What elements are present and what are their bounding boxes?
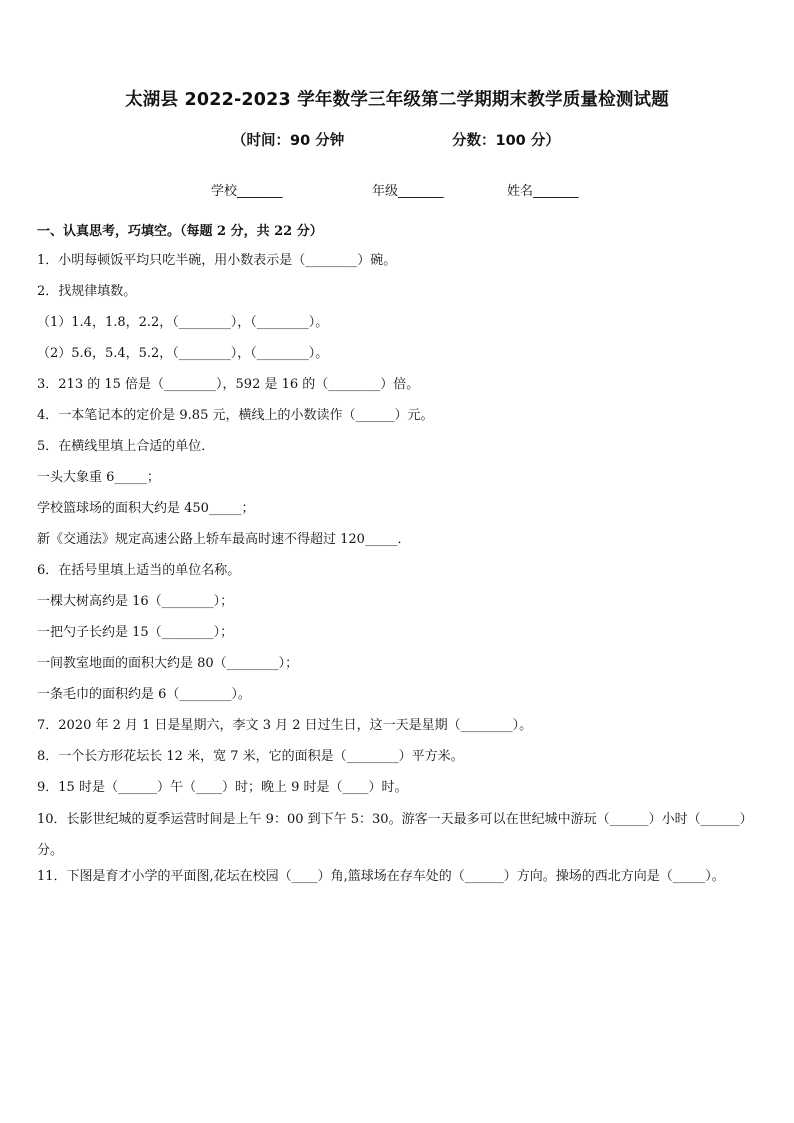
question-2-part-1: （1）1.4，1.8，2.2，（________），（________）。 bbox=[37, 315, 329, 330]
question-2: 2．找规律填数。 bbox=[37, 284, 137, 299]
section-1 bbox=[37, 222, 757, 892]
question-6-item-2: 一把勺子长约是 15（________）； bbox=[37, 625, 234, 640]
student-info bbox=[0, 180, 794, 200]
exam-time: （时间：90 分钟 bbox=[232, 133, 345, 149]
name-field: 姓名_______ bbox=[507, 184, 579, 199]
question-5: 5．在横线里填上合适的单位． bbox=[37, 439, 215, 454]
question-8: 8．一个长方形花坛长 12 米，宽 7 米，它的面积是（________）平方米。 bbox=[37, 749, 464, 764]
question-6-item-4: 一条毛巾的面积约是 6（________）。 bbox=[37, 687, 251, 702]
school-field: 学校_______ bbox=[211, 184, 283, 199]
exam-meta bbox=[0, 129, 794, 151]
question-4: 4．一本笔记本的定价是 9.85 元，横线上的小数读作（______）元。 bbox=[37, 408, 434, 423]
question-2-part-2: （2）5.6，5.4，5.2，（________），（________）。 bbox=[37, 346, 329, 361]
question-5-item-1: 一头大象重 6_____； bbox=[37, 470, 160, 485]
question-9: 9．15 时是（______）午（____）时；晚上 9 时是（____）时。 bbox=[37, 780, 408, 795]
question-5-item-3: 新《交通法》规定高速公路上轿车最高时速不得超过 120_____． bbox=[37, 532, 411, 547]
question-1: 1．小明每顿饭平均只吃半碗，用小数表示是（________）碗。 bbox=[37, 253, 397, 268]
question-5-item-2: 学校篮球场的面积大约是 450_____； bbox=[37, 501, 255, 516]
exam-title: 太湖县 2022-2023 学年数学三年级第二学期期末教学质量检测试题 bbox=[125, 90, 669, 110]
question-6-item-3: 一间教室地面的面积大约是 80（________）； bbox=[37, 656, 299, 671]
question-11: 11．下图是育才小学的平面图,花坛在校园（____）角,篮球场在存车处的（______）方向。操场的西北方向是（_____）。 bbox=[37, 869, 725, 884]
question-6: 6．在括号里填上适当的单位名称。 bbox=[37, 563, 241, 578]
question-7: 7．2020 年 2 月 1 日是星期六，李文 3 月 2 日过生日，这一天是星期（________）。 bbox=[37, 718, 533, 733]
grade-field: 年级_______ bbox=[372, 184, 444, 199]
question-6-item-1: 一棵大树高约是 16（________）； bbox=[37, 594, 234, 609]
question-10: 10．长影世纪城的夏季运营时间是上午 9：00 到下午 5：30。游客一天最多可以在世纪城中游玩（______）小时（______）分。 bbox=[37, 812, 753, 858]
question-3: 3．213 的 15 倍是（________），592 是 16 的（________）倍。 bbox=[37, 377, 420, 392]
section-heading: 一、认真思考，巧填空。（每题 2 分，共 22 分） bbox=[37, 224, 323, 239]
exam-score: 分数：100 分） bbox=[452, 133, 560, 149]
